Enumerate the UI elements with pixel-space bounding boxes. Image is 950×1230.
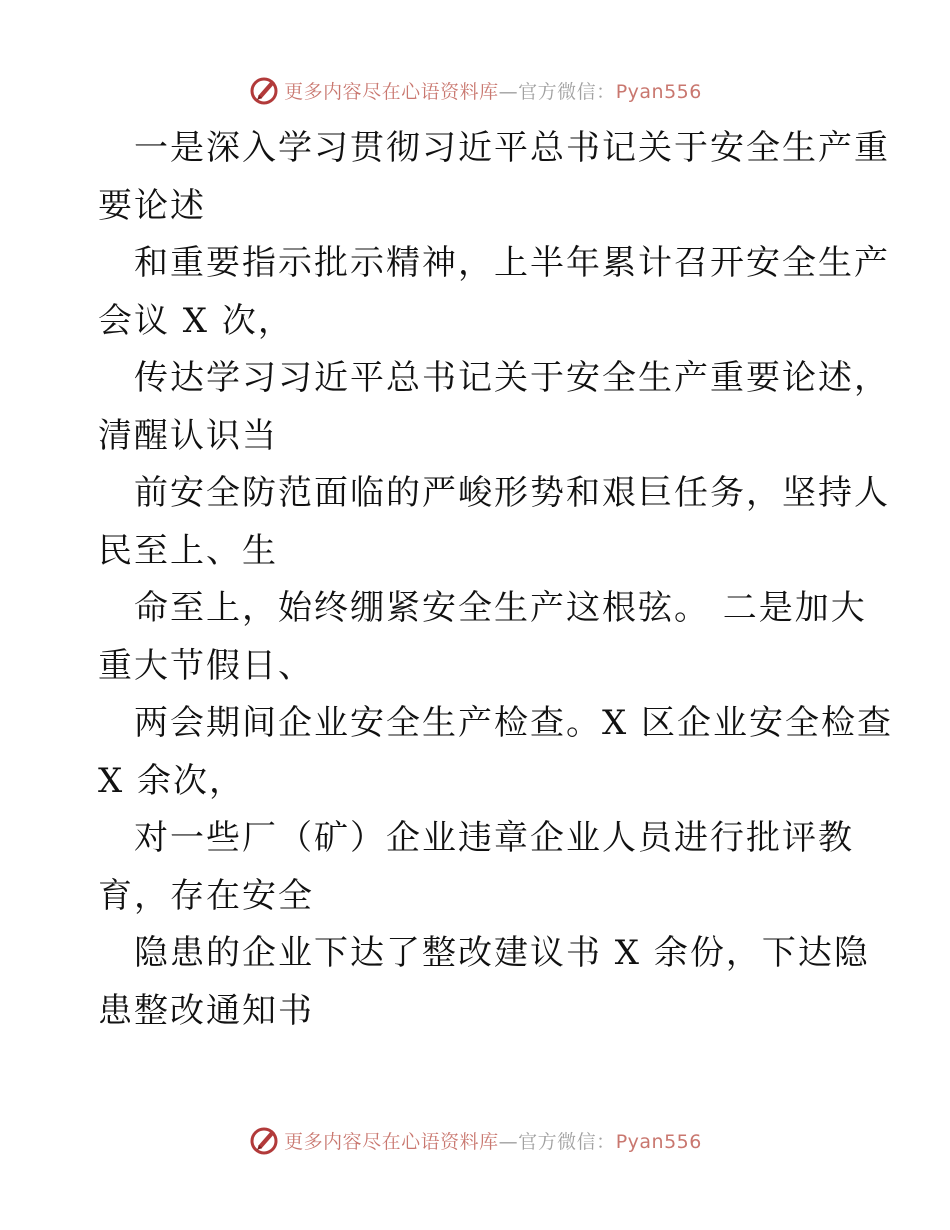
text-line: 重大节假日、 [98,645,314,686]
text-line: X 余次， [98,760,246,801]
text-line: 前安全防范面临的严峻形势和艰巨任务，坚持人 [134,473,890,513]
document-body [98,120,894,1040]
quill-logo-icon [248,74,280,106]
text-line: 患整改通知书 [98,990,314,1031]
watermark-handle: Pyan556 [615,80,702,103]
quill-logo-icon [248,1124,280,1156]
text-line: 民至上、生 [98,530,278,571]
watermark-text [284,77,702,104]
footer-watermark [0,1120,950,1160]
watermark-main-text: 更多内容尽在心语资料库 [284,80,499,103]
text-line: 传达学习习近平总书记关于安全生产重要论述， [134,358,890,398]
watermark-main-text: 更多内容尽在心语资料库 [284,1130,499,1153]
text-line: 清醒认识当 [98,415,278,456]
watermark-separator: — [498,1130,519,1153]
text-line: 两会期间企业安全生产检查。X 区企业安全检查 [134,703,894,743]
text-line: 一是深入学习贯彻习近平总书记关于安全生产重 [134,128,890,168]
text-line: 要论述 [98,185,206,226]
header-watermark [0,70,950,110]
watermark-sub-text: 官方微信： [518,1130,616,1153]
text-line: 隐患的企业下达了整改建议书 X 余份，下达隐 [134,933,870,973]
watermark-text [284,1127,702,1154]
text-line: 育，存在安全 [98,875,314,916]
watermark-separator: — [498,80,519,103]
text-line: 对一些厂（矿）企业违章企业人员进行批评教 [134,818,854,858]
watermark-handle: Pyan556 [615,1130,702,1153]
text-line: 命至上，始终绷紧安全生产这根弦。 二是加大 [134,588,867,628]
text-line: 和重要指示批示精神，上半年累计召开安全生产 [134,243,890,283]
watermark-sub-text: 官方微信： [518,80,616,103]
text-line: 会议 X 次， [98,300,294,341]
